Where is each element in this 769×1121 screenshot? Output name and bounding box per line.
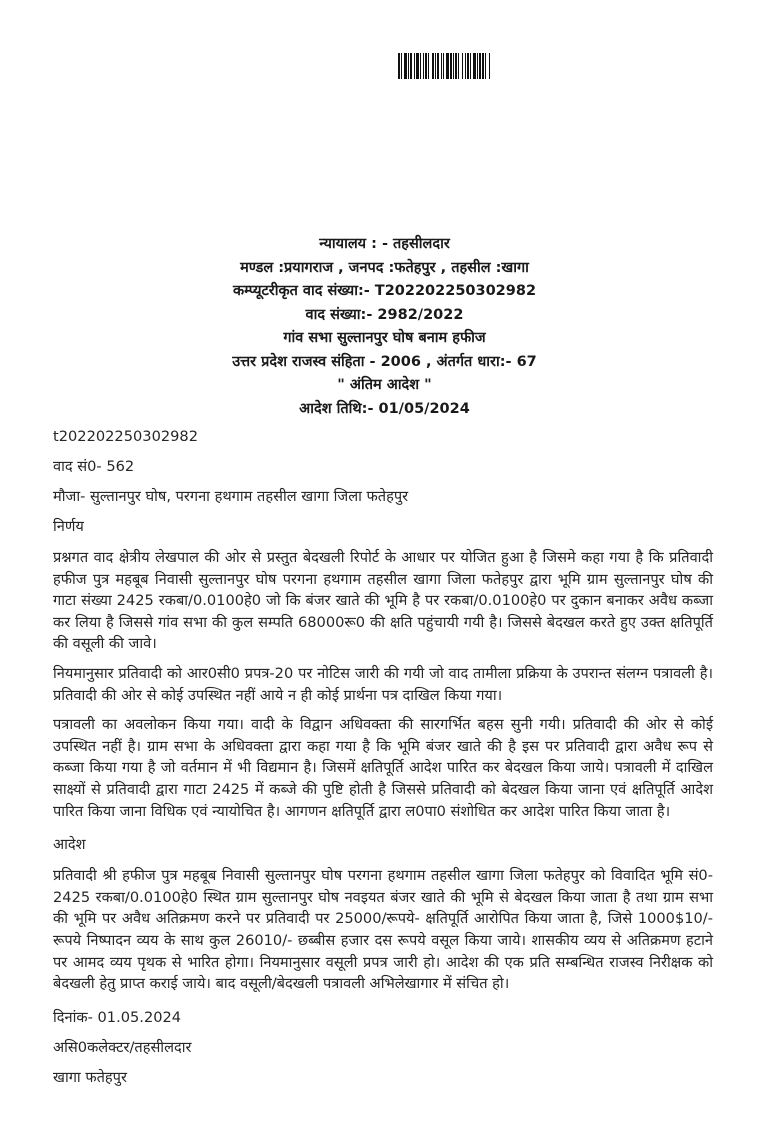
paragraph-findings: पत्रावली का अवलोकन किया गया। वादी के विद्वान अधिवक्ता की सारगर्भित बहस सुनी गयी। प्रतिवादी की ओर से कोई उपस्थित नहीं है। ग्राम सभा के अधिवक्ता द्वारा कहा गया है कि भूमि बंजर खाते की है इस पर प्रतिवादी द्वारा अवैध रूप से कब्जा किया गया है जो वर्तमान में भी विद्यमान है। जिसमें क्षतिपूर्ति आदेश पारित कर बेदखल किया जाये। पत्रावली में दाखिल साक्ष्यों से प्रतिवादी द्वारा गाटा 2425 में कब्जे की पुष्टि होती है जिससे प्रतिवादी को बेदखल किया जाना एवं क्षतिपूर्ति आदेश पारित किया जाना विधिक एवं न्यायोचित है। आगणन क्षतिपूर्ति द्वारा ल0पा0 संशोधित कर आदेश पारित किया जाता है। [53,716,713,820]
barcode-icon [398,53,568,79]
court-title: न्यायालय : - तहसीलदार [319,236,450,252]
paragraph-order: प्रतिवादी श्री हफीज पुत्र महबूब निवासी सुल्तानपुर घोष परगना हथगाम तहसील खागा जिला फतेहपुर को विवादित भूमि सं0- 2425 रकबा/0.0100हे0 स्थित ग्राम सुल्तानपुर घोष नवइयत बंजर खाते की भूमि से बेदखल किया जाता है तथा ग्राम सभा की भूमि पर अवैध अतिक्रमण करने पर प्रतिवादी पर 25000/रूपये- क्षतिपूर्ति आरोपित किया जाता है, जिसे 1000$10/-रूपये निष्पादन व्यय के साथ कुल 26010/- छब्बीस हजार दस रूपये वसूल किया जाये। शासकीय व्यय से अतिक्रमण हटाने पर आमद व्यय पृथक से भारित होगा। नियमानुसार वसूली प्रपत्र जारी हो। आदेश की एक प्रति सम्बन्धित राजस्व निरीक्षक को बेदखली हेतु प्राप्त कराई जाये। बाद वसूली/बेदखली पत्रावली अभिलेखागार में संचित हो। [53,867,713,993]
act-section: उत्तर प्रदेश राजस्व संहिता - 2006 , अंतर्गत धारा:- 67 [232,353,537,370]
case-short-number: वाद सं0- 562 [53,458,135,475]
paragraph-report: प्रश्नगत वाद क्षेत्रीय लेखपाल की ओर से प्रस्तुत बेदखली रिपोर्ट के आधार पर योजित हुआ है जिसमे कहा गया है कि प्रतिवादी हफीज पुत्र महबूब निवासी सुल्तानपुर घोष परगना हथगाम तहसील खागा जिला फतेहपुर द्वारा भूमि ग्राम सुल्तानपुर घोष की गाटा संख्या 2425 रकबा/0.0100हे0 जो कि बंजर खाते की भूमि है पर रकबा/0.0100हे0 पर दुकान बनाकर अवैध कब्जा कर लिया है जिससे गांव सभा की कुल सम्पति 68000रू0 की क्षति पहुंचायी गयी है। जिससे बेदखल करते हुए उक्त क्षतिपूर्ति की वसूली की जावे। [53,549,713,653]
order-date: आदेश तिथि:- 01/05/2024 [299,400,470,417]
order-type: " अंतिम आदेश " [337,377,432,393]
footer-designation: असि0कलेक्टर/तहसीलदार [53,1038,192,1056]
barcode-bar [490,53,491,79]
division-line: मण्डल :प्रयागराज , जनपद :फतेहपुर , तहसील :खागा [240,259,529,276]
location-line: मौजा- सुल्तानपुर घोष, परगना हथगाम तहसील खागा जिला फतेहपुर [53,488,409,505]
order-heading: आदेश [53,836,86,854]
decision-heading: निर्णय [53,518,84,535]
document-body [53,422,713,1093]
document-header [0,233,769,421]
footer-date: दिनांक- 01.05.2024 [53,1008,182,1026]
footer-place: खागा फतेहपुर [53,1068,127,1086]
paragraph-notice: नियमानुसार प्रतिवादी को आर0सी0 प्रपत्र-20 पर नोटिस जारी की गयी जो वाद तामीला प्रक्रिया के उपरान्त संलग्न पत्रावली है। प्रतिवादी की ओर से कोई उपस्थित नहीं आये न ही कोई प्रार्थना पत्र दाखिल किया गया। [53,664,713,704]
computerized-case-number: कम्प्यूटरीकृत वाद संख्या:- T202202250302982 [232,283,537,299]
case-parties: गांव सभा सुल्तानपुर घोष बनाम हफीज [283,330,486,346]
reference-code: t202202250302982 [53,428,198,445]
case-number: वाद संख्या:- 2982/2022 [305,306,464,323]
